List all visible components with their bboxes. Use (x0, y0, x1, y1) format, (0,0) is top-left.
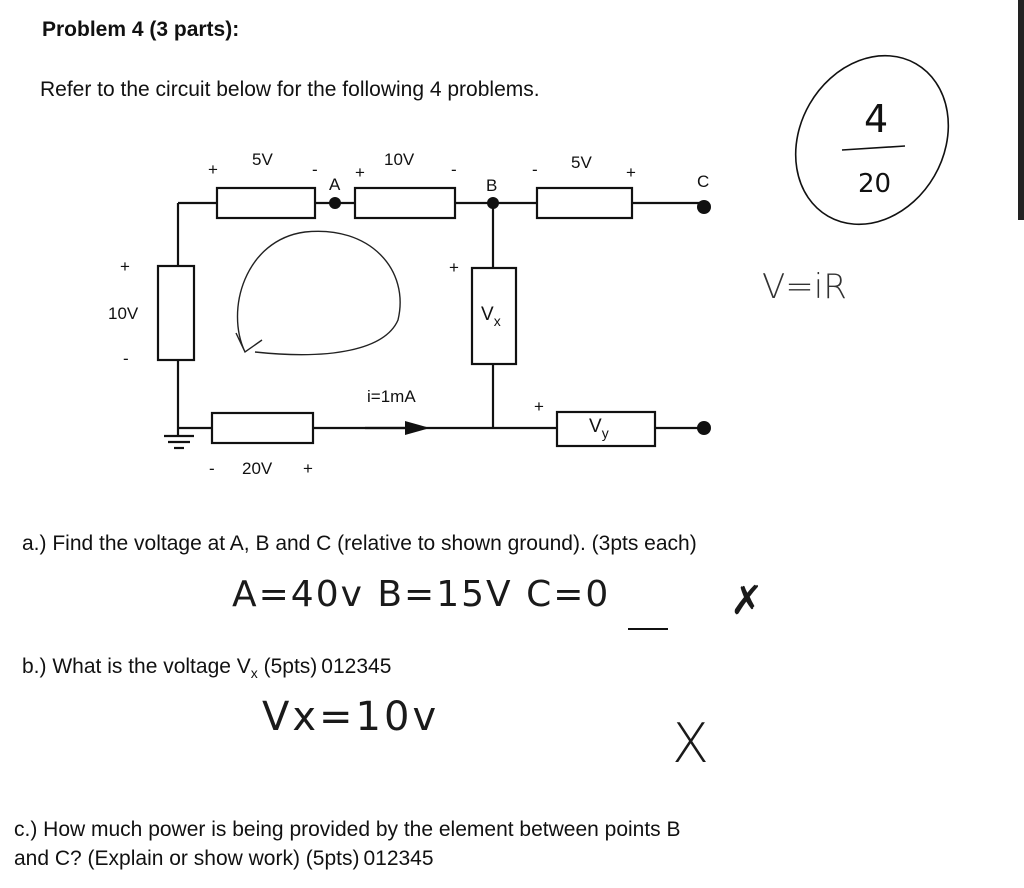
score-denominator: 20 (858, 169, 892, 199)
question-b-sub: x (250, 665, 258, 682)
label-current: i=1mA (367, 387, 416, 406)
label-vx: $V_x$ (481, 304, 501, 329)
sign-minus-bottom: - (209, 459, 215, 478)
handwritten-formula: V=iR (762, 267, 847, 307)
sign-plus-vy: + (534, 397, 544, 416)
problem-intro: Refer to the circuit below for the following 4 problems. (40, 78, 540, 101)
sign-plus-bottom: + (303, 459, 313, 478)
question-b (22, 655, 391, 681)
label-5v-top1: 5V (252, 150, 273, 169)
question-c (14, 815, 681, 873)
node-c-dot (697, 200, 711, 214)
label-node-a: A (329, 175, 341, 194)
question-c-score: 012345 (363, 847, 434, 870)
resistor-bottom-20v (212, 413, 313, 443)
sign-plus-left: + (120, 257, 130, 276)
node-bottom-right-dot (697, 421, 711, 435)
question-c-line2 (14, 844, 681, 873)
grader-mark-b: X (672, 712, 709, 775)
sign-minus-left: - (123, 349, 129, 368)
handwritten-answer-a: A=40v B=15V C=0 (232, 574, 611, 615)
sign-minus-top2: - (451, 160, 457, 179)
label-10v-top2: 10V (384, 150, 415, 169)
question-c-text: and C? (Explain or show work) (5pts) (14, 847, 360, 870)
question-c-line1: c.) How much power is being provided by the element between points B (14, 818, 681, 841)
sign-minus-top1: - (312, 160, 318, 179)
label-10v-left: 10V (108, 304, 139, 323)
answer-underline (628, 628, 668, 630)
sign-plus-top2: + (355, 163, 365, 182)
score-numerator: 4 (864, 97, 889, 141)
sign-plus-vx: + (449, 258, 459, 277)
question-b-points: (5pts) (257, 655, 318, 678)
sign-plus-top3: + (626, 163, 636, 182)
grader-mark-a: ✗ (730, 578, 764, 624)
resistor-top-5v-a (217, 188, 315, 218)
handwritten-answer-b: Vx=10v (262, 694, 440, 740)
sign-minus-top3: - (532, 160, 538, 179)
sign-plus-top1: + (208, 160, 218, 179)
question-a: a.) Find the voltage at A, B and C (relative to shown ground). (3pts each) (22, 532, 697, 555)
label-20v-bottom: 20V (242, 459, 273, 478)
node-b-dot (487, 197, 499, 209)
label-node-c: C (697, 172, 710, 191)
handdrawn-loop (236, 231, 400, 354)
resistor-left-10v (158, 266, 194, 360)
label-vy: $V_y$ (589, 416, 609, 441)
label-5v-top3: 5V (571, 153, 592, 172)
label-node-b: B (486, 176, 498, 195)
resistor-top-10v (355, 188, 455, 218)
page-edge-shadow (1018, 0, 1024, 220)
question-b-text: b.) What is the voltage V (22, 655, 251, 678)
resistor-top-5v-b (537, 188, 632, 218)
node-a-dot (329, 197, 341, 209)
problem-title: Problem 4 (3 parts): (42, 18, 240, 41)
question-b-score: 012345 (321, 655, 392, 678)
